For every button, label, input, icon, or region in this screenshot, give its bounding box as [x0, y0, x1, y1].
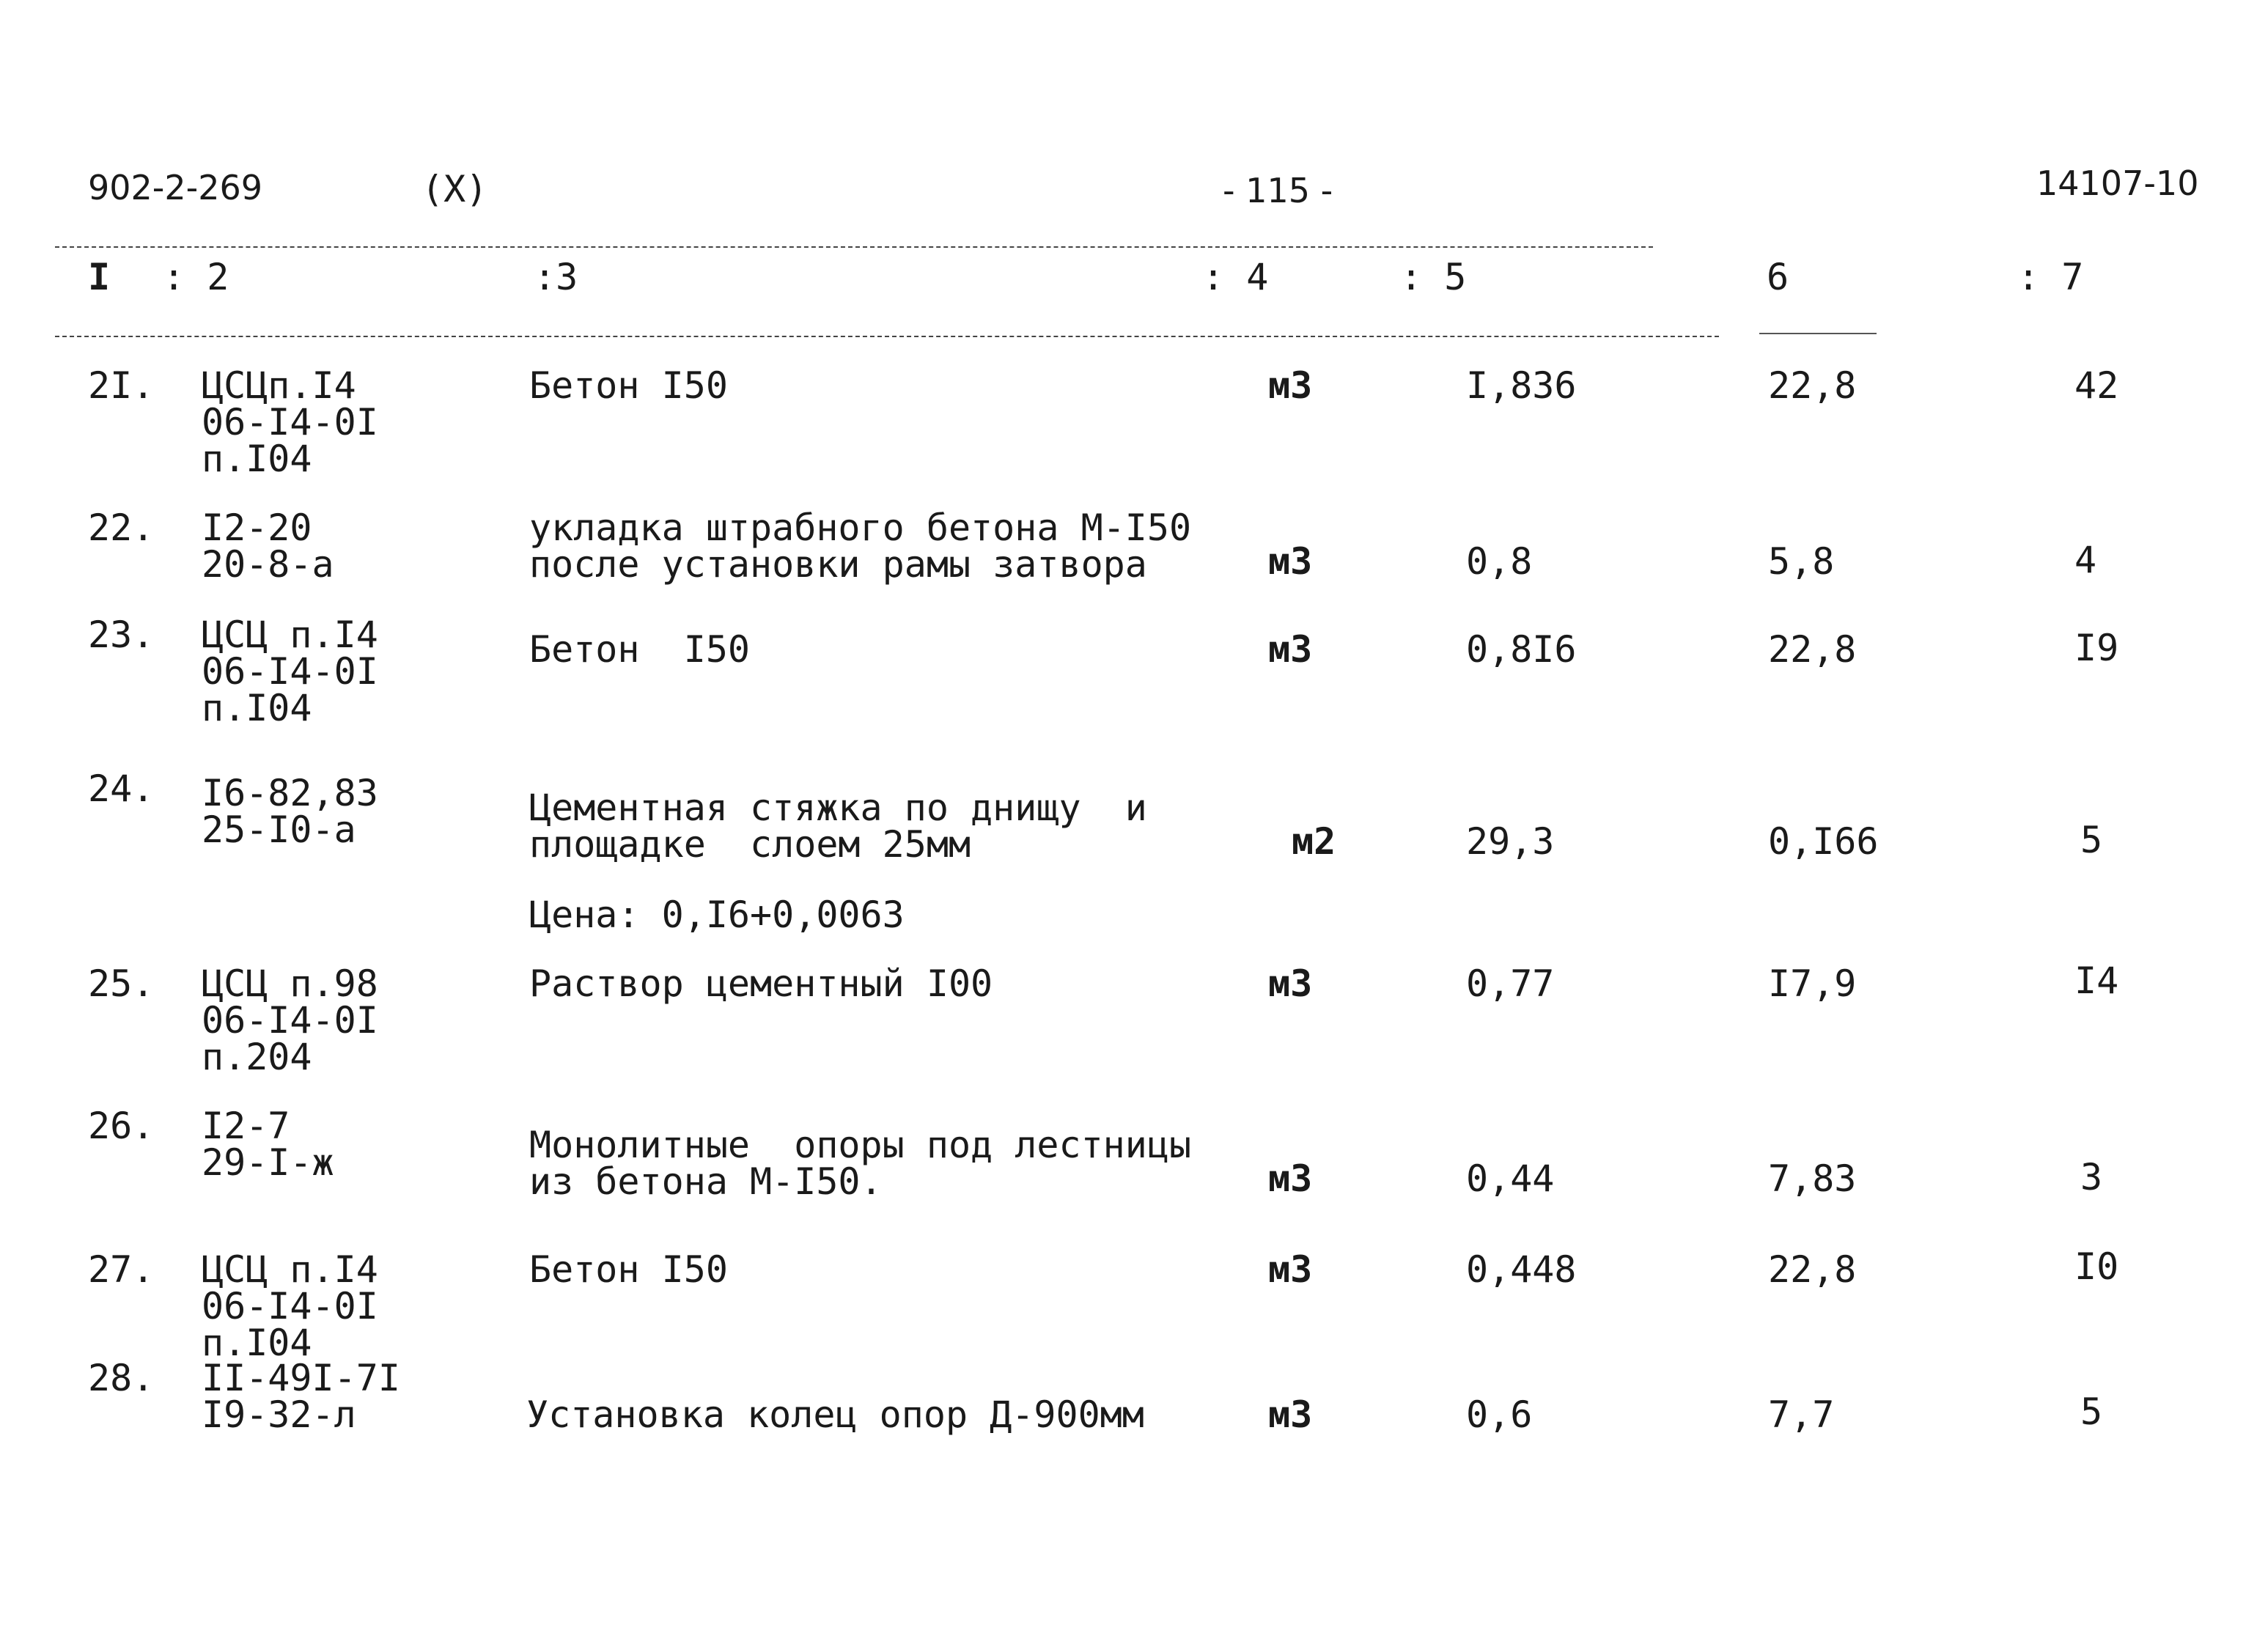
- document-id: 14107-10: [2036, 163, 2199, 203]
- row-unit: м3: [1268, 1248, 1313, 1291]
- row-unit: м3: [1268, 540, 1313, 583]
- row-number: 22.: [88, 507, 155, 549]
- row-code-line: 06-I4-0I: [202, 999, 378, 1042]
- row-unit-price: 7,7: [1768, 1393, 1835, 1436]
- row-code-line: I2-7: [202, 1105, 290, 1147]
- row-quantity: 0,8: [1466, 540, 1533, 583]
- row-number: 25.: [88, 962, 155, 1005]
- row-code-line: 06-I4-0I: [202, 650, 378, 693]
- row-code-line: ЦСЦ п.98: [202, 962, 378, 1005]
- row-description: Бетон I50: [529, 628, 751, 671]
- row-quantity: 29,3: [1466, 820, 1555, 863]
- row-total: 4: [2074, 539, 2097, 581]
- col-5-header: : 5: [1400, 256, 1467, 298]
- row-code-line: 06-I4-0I: [202, 401, 378, 443]
- row-code-line: ЦСЦ п.I4: [202, 1248, 378, 1291]
- header-top-rule: [55, 246, 1653, 248]
- col-4-header: : 4: [1202, 256, 1269, 298]
- row-quantity: 0,44: [1466, 1157, 1555, 1200]
- row-total: I4: [2074, 960, 2119, 1002]
- row-description: площадке слоем 25мм: [529, 823, 971, 866]
- row-unit-price: 22,8: [1768, 1248, 1857, 1291]
- row-unit-price: 22,8: [1768, 364, 1857, 407]
- row-description: Монолитные опоры под лестницы: [529, 1124, 1192, 1166]
- row-code-line: II-49I-7I: [202, 1357, 400, 1399]
- row-code-line: п.I04: [202, 438, 312, 480]
- row-code-line: 06-I4-0I: [202, 1285, 378, 1327]
- row-unit-price: 7,83: [1768, 1157, 1857, 1200]
- page-number: - 115 -: [1223, 171, 1333, 210]
- col-1-header: I: [88, 256, 111, 298]
- row-number: 26.: [88, 1105, 155, 1147]
- header-bottom-rule: [55, 336, 1719, 337]
- header-bottom-rule-short: [1759, 333, 1877, 334]
- row-description: после установки рамы затвора: [529, 543, 1147, 586]
- row-number: 2I.: [88, 364, 155, 407]
- row-total: I9: [2074, 627, 2119, 669]
- row-description: Бетон I50: [529, 1248, 728, 1291]
- row-description: Раствор цементный I00: [529, 962, 993, 1005]
- row-total: 42: [2074, 364, 2119, 407]
- row-unit: м2: [1292, 820, 1336, 863]
- row-code-line: 25-I0-а: [202, 809, 356, 851]
- row-quantity: I,836: [1466, 364, 1577, 407]
- row-number: 27.: [88, 1248, 155, 1291]
- row-unit-price: 0,I66: [1768, 820, 1879, 863]
- document-code-suffix: (X): [421, 168, 488, 210]
- row-quantity: 0,6: [1466, 1393, 1533, 1436]
- document-code: 902-2-269: [88, 168, 263, 207]
- row-description: Цементная стяжка по днищу и: [529, 787, 1147, 829]
- row-code-line: I2-20: [202, 507, 312, 549]
- row-unit: м3: [1268, 1393, 1313, 1436]
- col-7-header: : 7: [2017, 256, 2084, 298]
- row-description: укладка штрабного бетона М-I50: [529, 507, 1192, 549]
- row-unit-price: I7,9: [1768, 962, 1857, 1005]
- col-2-header: : 2: [163, 256, 229, 298]
- row-number: 28.: [88, 1357, 155, 1399]
- row-price-note: Цена: 0,I6+0,0063: [529, 894, 905, 936]
- row-quantity: 0,8I6: [1466, 628, 1577, 671]
- row-quantity: 0,77: [1466, 962, 1555, 1005]
- row-unit-price: 5,8: [1768, 540, 1835, 583]
- row-total: 3: [2080, 1156, 2103, 1198]
- col-6-header: 6: [1767, 256, 1789, 298]
- row-number: 24.: [88, 767, 155, 810]
- row-number: 23.: [88, 614, 155, 656]
- row-description: Установка колец опор Д-900мм: [526, 1393, 1144, 1436]
- row-description: Бетон I50: [529, 364, 728, 407]
- row-unit: м3: [1268, 1157, 1313, 1200]
- row-total: I0: [2074, 1245, 2119, 1288]
- col-3-header: :3: [534, 256, 578, 298]
- row-description: из бетона М-I50.: [529, 1160, 883, 1203]
- row-code-line: I9-32-л: [202, 1393, 356, 1436]
- row-code-line: I6-82,83: [202, 772, 378, 814]
- row-total: 5: [2080, 1391, 2103, 1433]
- row-unit: м3: [1268, 628, 1313, 671]
- row-code-line: 20-8-а: [202, 543, 334, 586]
- row-unit-price: 22,8: [1768, 628, 1857, 671]
- row-unit: м3: [1268, 364, 1313, 407]
- row-code-line: п.I04: [202, 687, 312, 729]
- row-code-line: ЦСЦ п.I4: [202, 614, 378, 656]
- row-code-line: п.I04: [202, 1322, 312, 1364]
- row-unit: м3: [1268, 962, 1313, 1005]
- row-code-line: 29-I-ж: [202, 1141, 334, 1184]
- row-total: 5: [2080, 819, 2103, 861]
- row-code-line: ЦСЦп.I4: [202, 364, 356, 407]
- row-quantity: 0,448: [1466, 1248, 1577, 1291]
- row-code-line: п.204: [202, 1036, 312, 1078]
